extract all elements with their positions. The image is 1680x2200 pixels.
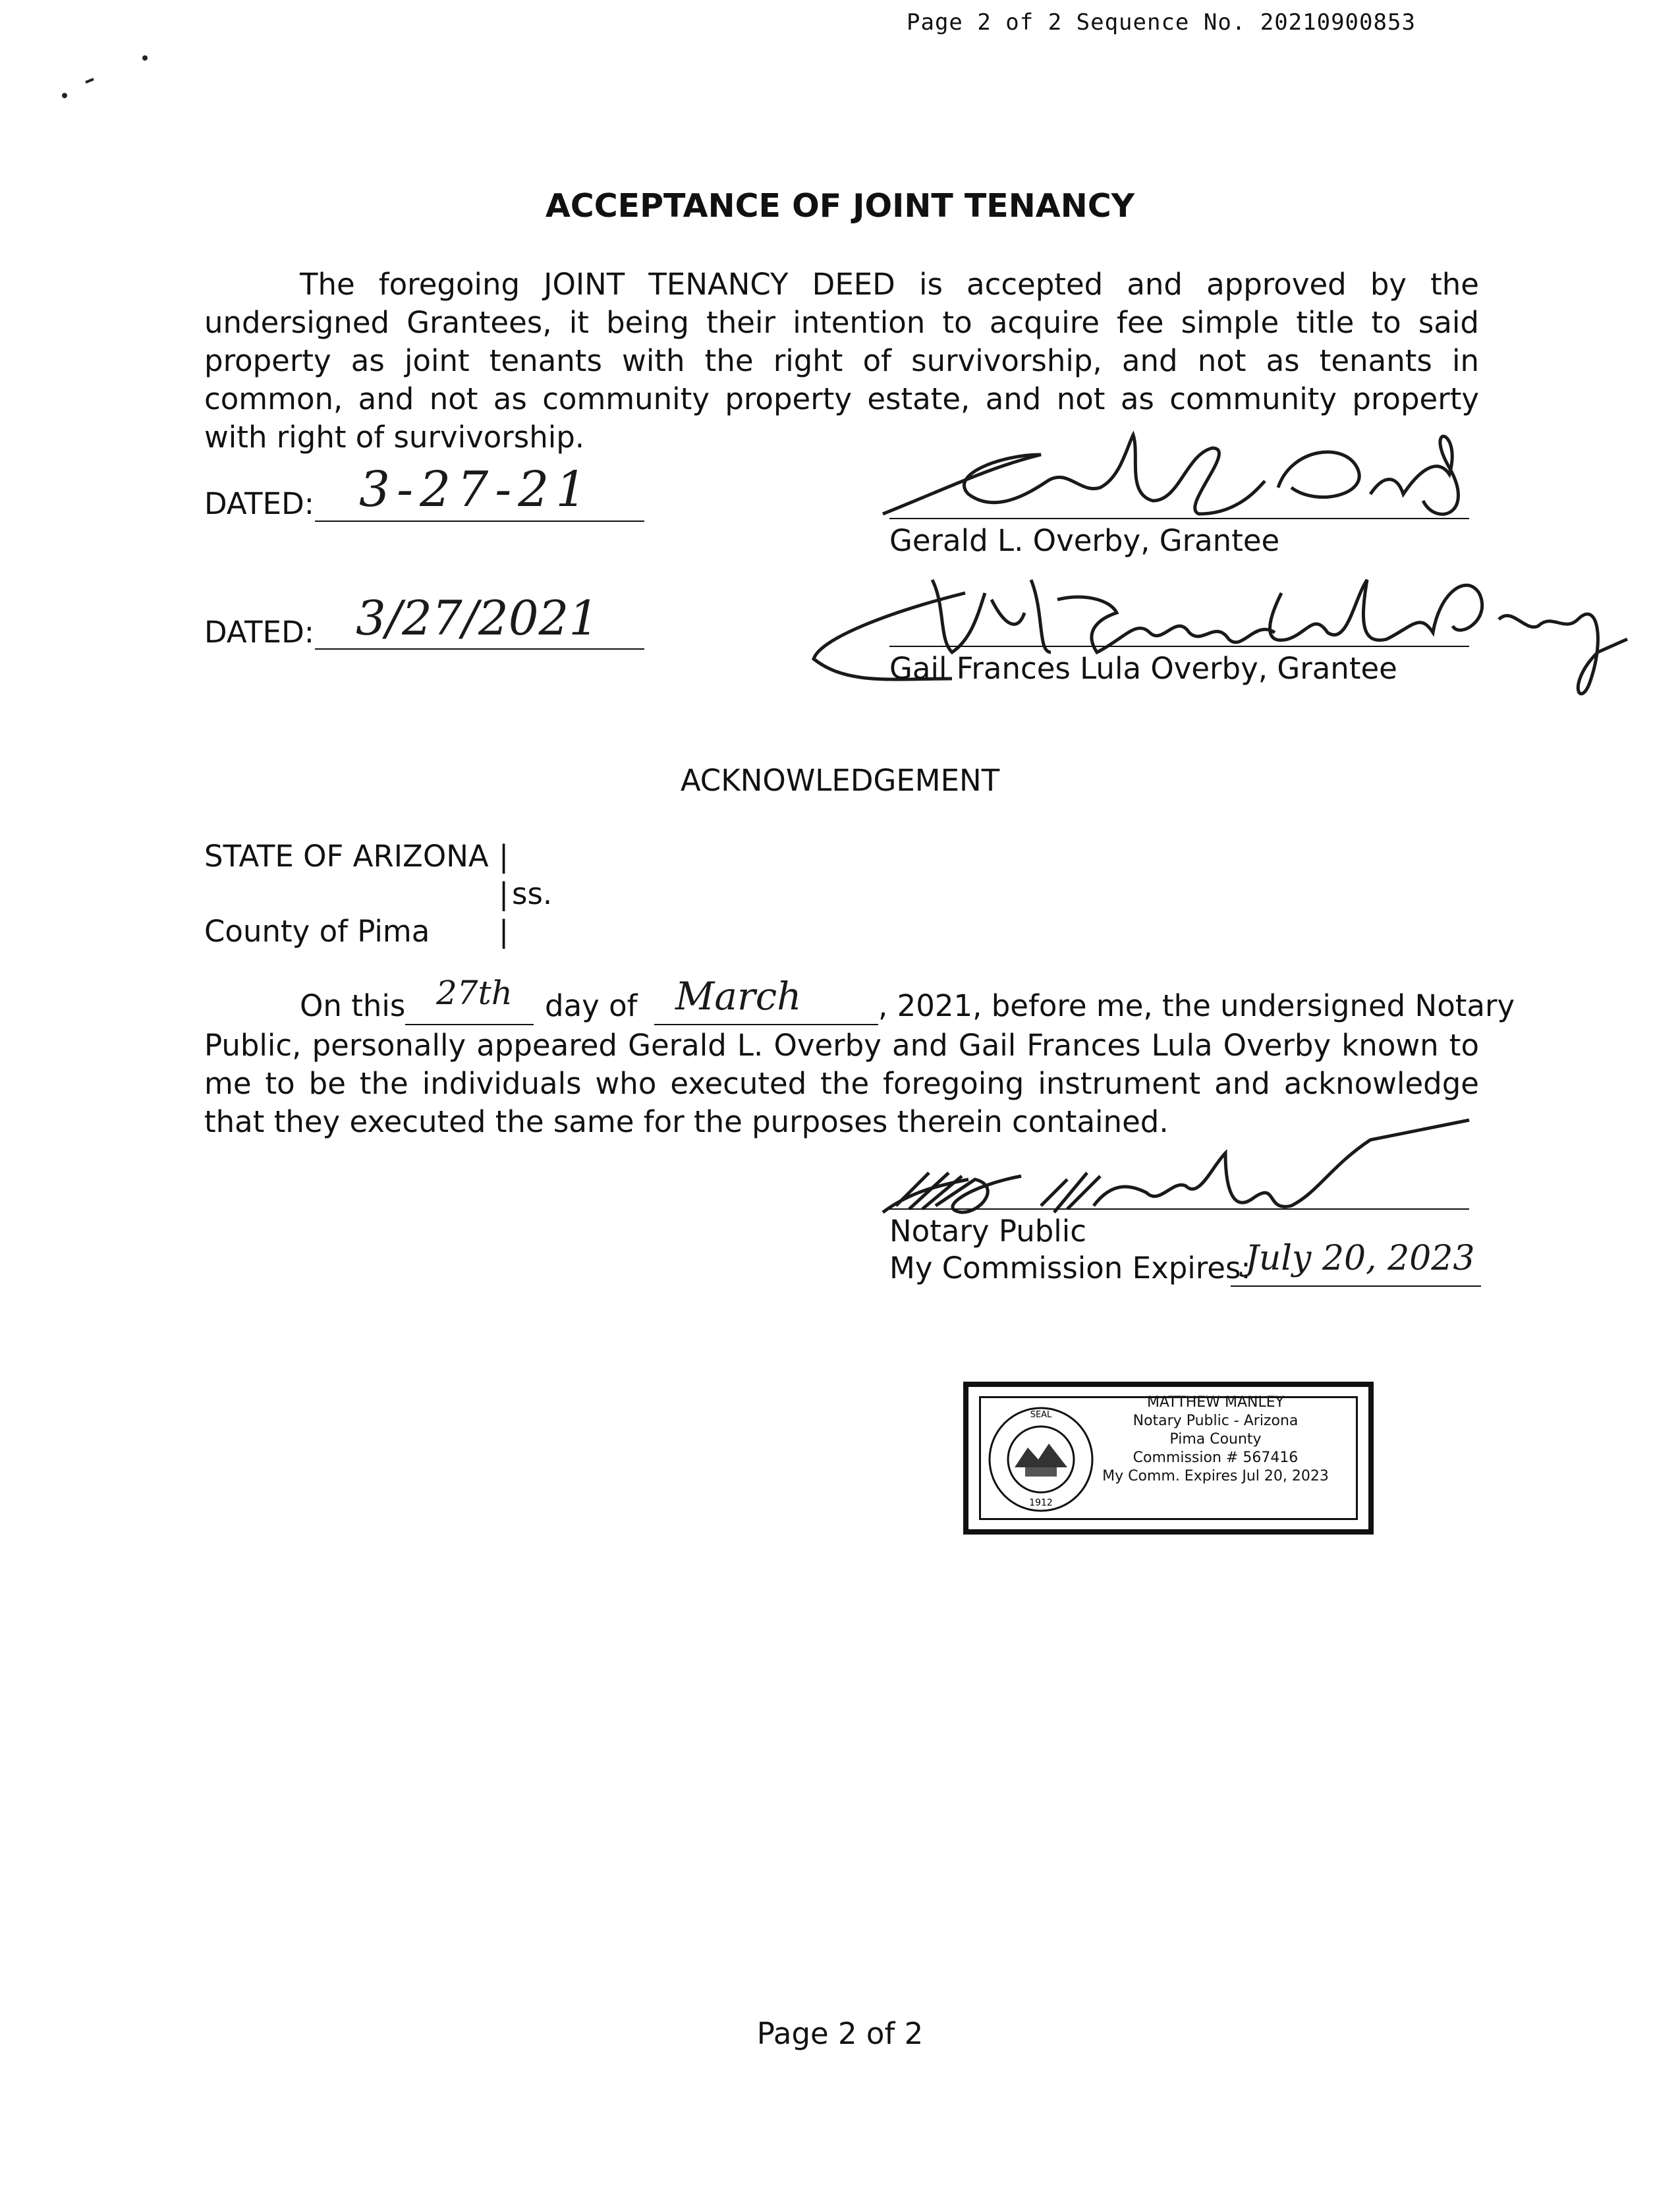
gail-signature: [807, 553, 1631, 725]
seal-line-county: Pima County: [1169, 1431, 1262, 1448]
dated-value-2: 3/27/2021: [356, 590, 600, 646]
seal-line-title: Notary Public - Arizona: [1133, 1413, 1299, 1429]
on-this-label: On this: [300, 988, 406, 1023]
venue-state: STATE OF ARIZONA: [204, 839, 489, 874]
signature-line-1: [889, 518, 1469, 519]
dated-label-1: DATED:: [204, 486, 314, 521]
acceptance-paragraph: The foregoing JOINT TENANCY DEED is accepted and approved by the undersigned Grantees, it being their intention to acquire fee simple title to said property as joint tenants with the right of survivorship, and not as tenants in common, and not as community property estate, and not as community property with right of survivorship.: [204, 267, 1479, 455]
venue-ss: ss.: [512, 876, 553, 911]
signer-name-2: Gail Frances Lula Overby, Grantee: [889, 651, 1397, 686]
seal-text: [1094, 1394, 1337, 1486]
acknowledgement-paragraph: Public, personally appeared Gerald L. Overby and Gail Frances Lula Overby known to me to be the individuals who executed the foregoing instrument and acknowledge that they executed the same for the purposes therein contained.: [204, 1028, 1479, 1139]
svg-text:SEAL: SEAL: [1030, 1410, 1052, 1420]
document-title: ACCEPTANCE OF JOINT TENANCY: [545, 187, 1135, 225]
recording-header: Page 2 of 2 Sequence No. 20210900853: [907, 9, 1416, 36]
scan-marks: [53, 46, 158, 125]
arizona-seal-emblem: [986, 1404, 1096, 1515]
svg-text:1912: 1912: [1029, 1498, 1053, 1508]
signature-line-2: [889, 646, 1469, 647]
year-text: , 2021, before me, the undersigned Notary: [878, 988, 1515, 1023]
notary-public-label: Notary Public: [889, 1214, 1087, 1249]
dated-label-2: DATED:: [204, 615, 314, 650]
seal-line-expires: My Comm. Expires Jul 20, 2023: [1102, 1468, 1329, 1484]
day-of-label: day of: [545, 988, 638, 1023]
notary-seal-stamp: [963, 1382, 1374, 1535]
dated-value-1: 3-27-21: [359, 461, 594, 518]
page-footer: Page 2 of 2: [756, 2016, 924, 2051]
gerald-signature: [870, 415, 1496, 527]
notary-signature-line: [889, 1208, 1469, 1210]
commission-expires-value: July 20, 2023: [1245, 1239, 1475, 1278]
seal-line-name: MATTHEW MANLEY: [1146, 1394, 1285, 1411]
acknowledgement-title: ACKNOWLEDGEMENT: [680, 763, 1000, 798]
venue-bar-3: |: [499, 914, 509, 949]
commission-expires-label: My Commission Expires:: [889, 1251, 1251, 1285]
seal-line-commission: Commission # 567416: [1133, 1450, 1299, 1466]
venue-bar-1: |: [499, 839, 509, 874]
venue-county: County of Pima: [204, 914, 430, 949]
signer-name-1: Gerald L. Overby, Grantee: [889, 523, 1280, 558]
day-value: 27th: [436, 974, 513, 1012]
venue-bar-2: |: [499, 876, 509, 911]
month-value: March: [675, 974, 802, 1019]
